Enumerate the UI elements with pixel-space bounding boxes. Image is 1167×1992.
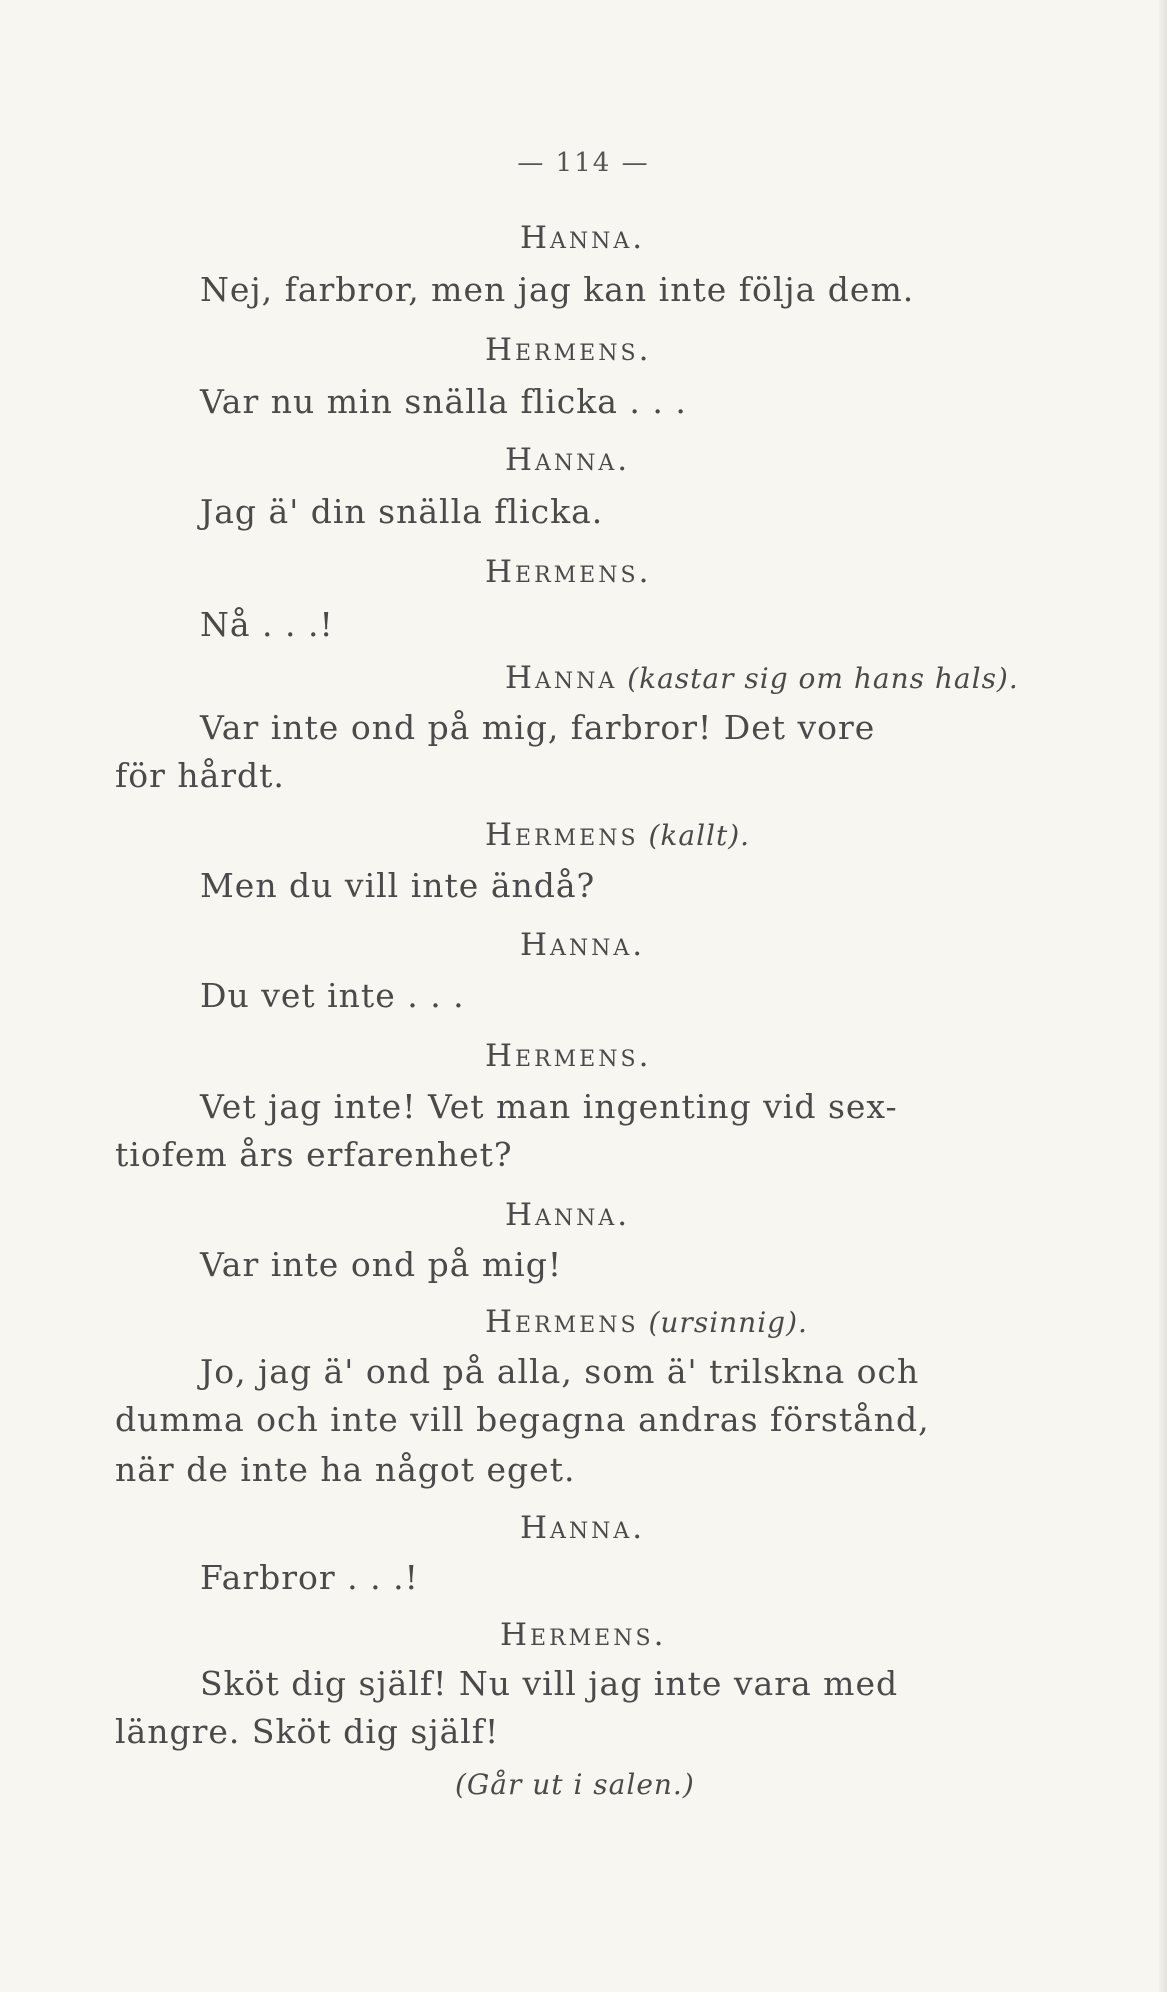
stage-direction: (kallt). xyxy=(638,819,751,852)
speaker-label: Hanna. xyxy=(520,927,646,963)
dialogue-line: Nå . . .! xyxy=(200,605,334,644)
speaker-label: Hanna. xyxy=(520,1510,646,1546)
stage-direction: (kastar sig om hans hals). xyxy=(617,662,1019,695)
page-number: — 114 — xyxy=(517,148,650,178)
dialogue-line: för hårdt. xyxy=(115,756,285,795)
stage-direction: (ursinnig). xyxy=(638,1306,808,1339)
dialogue-line: Nej, farbror, men jag kan inte följa dem. xyxy=(200,270,915,309)
dialogue-line: när de inte ha något eget. xyxy=(115,1450,576,1489)
dialogue-line: längre. Sköt dig själf! xyxy=(115,1712,500,1751)
dialogue-line: Var inte ond på mig! xyxy=(200,1245,563,1284)
speaker-name xyxy=(500,1615,666,1655)
dialogue-line: Var nu min snälla flicka . . . xyxy=(200,382,687,421)
speaker-name xyxy=(485,552,651,592)
speaker-name xyxy=(520,1508,645,1548)
stage-direction: (Går ut i salen.) xyxy=(455,1768,695,1801)
speaker-label: Hermens xyxy=(485,817,639,853)
speaker-name xyxy=(505,1195,630,1235)
dialogue-line: Jo, jag ä' ond på alla, som ä' trilskna och xyxy=(200,1352,920,1391)
dialogue-line: Du vet inte . . . xyxy=(200,976,465,1015)
dialogue-line: Farbror . . .! xyxy=(200,1558,419,1597)
speaker-name xyxy=(520,925,645,965)
speaker-name xyxy=(485,1302,808,1343)
speaker-label: Hermens. xyxy=(485,332,652,368)
page-edge xyxy=(1159,0,1167,1992)
speaker-name xyxy=(485,330,651,370)
speaker-name xyxy=(505,658,1019,699)
speaker-label: Hermens. xyxy=(485,554,652,590)
speaker-label: Hanna. xyxy=(520,220,646,256)
dialogue-line: tiofem års erfarenhet? xyxy=(115,1135,513,1174)
speaker-name xyxy=(520,218,645,258)
speaker-label: Hanna. xyxy=(505,442,631,478)
dialogue-line: Men du vill inte ändå? xyxy=(200,866,596,905)
speaker-name xyxy=(505,440,630,480)
speaker-name xyxy=(485,815,750,856)
speaker-label: Hanna. xyxy=(505,1197,631,1233)
dialogue-line: dumma och inte vill begagna andras förstånd, xyxy=(115,1400,930,1439)
speaker-name xyxy=(485,1036,651,1076)
speaker-label: Hanna xyxy=(505,660,618,696)
speaker-label: Hermens. xyxy=(500,1617,667,1653)
dialogue-line: Jag ä' din snälla flicka. xyxy=(200,492,604,531)
speaker-label: Hermens xyxy=(485,1304,639,1340)
dialogue-line: Var inte ond på mig, farbror! Det vore xyxy=(200,708,876,747)
dialogue-line: Sköt dig själf! Nu vill jag inte vara med xyxy=(200,1664,899,1703)
dialogue-line: Vet jag inte! Vet man ingenting vid sex- xyxy=(200,1087,898,1126)
speaker-label: Hermens. xyxy=(485,1038,652,1074)
